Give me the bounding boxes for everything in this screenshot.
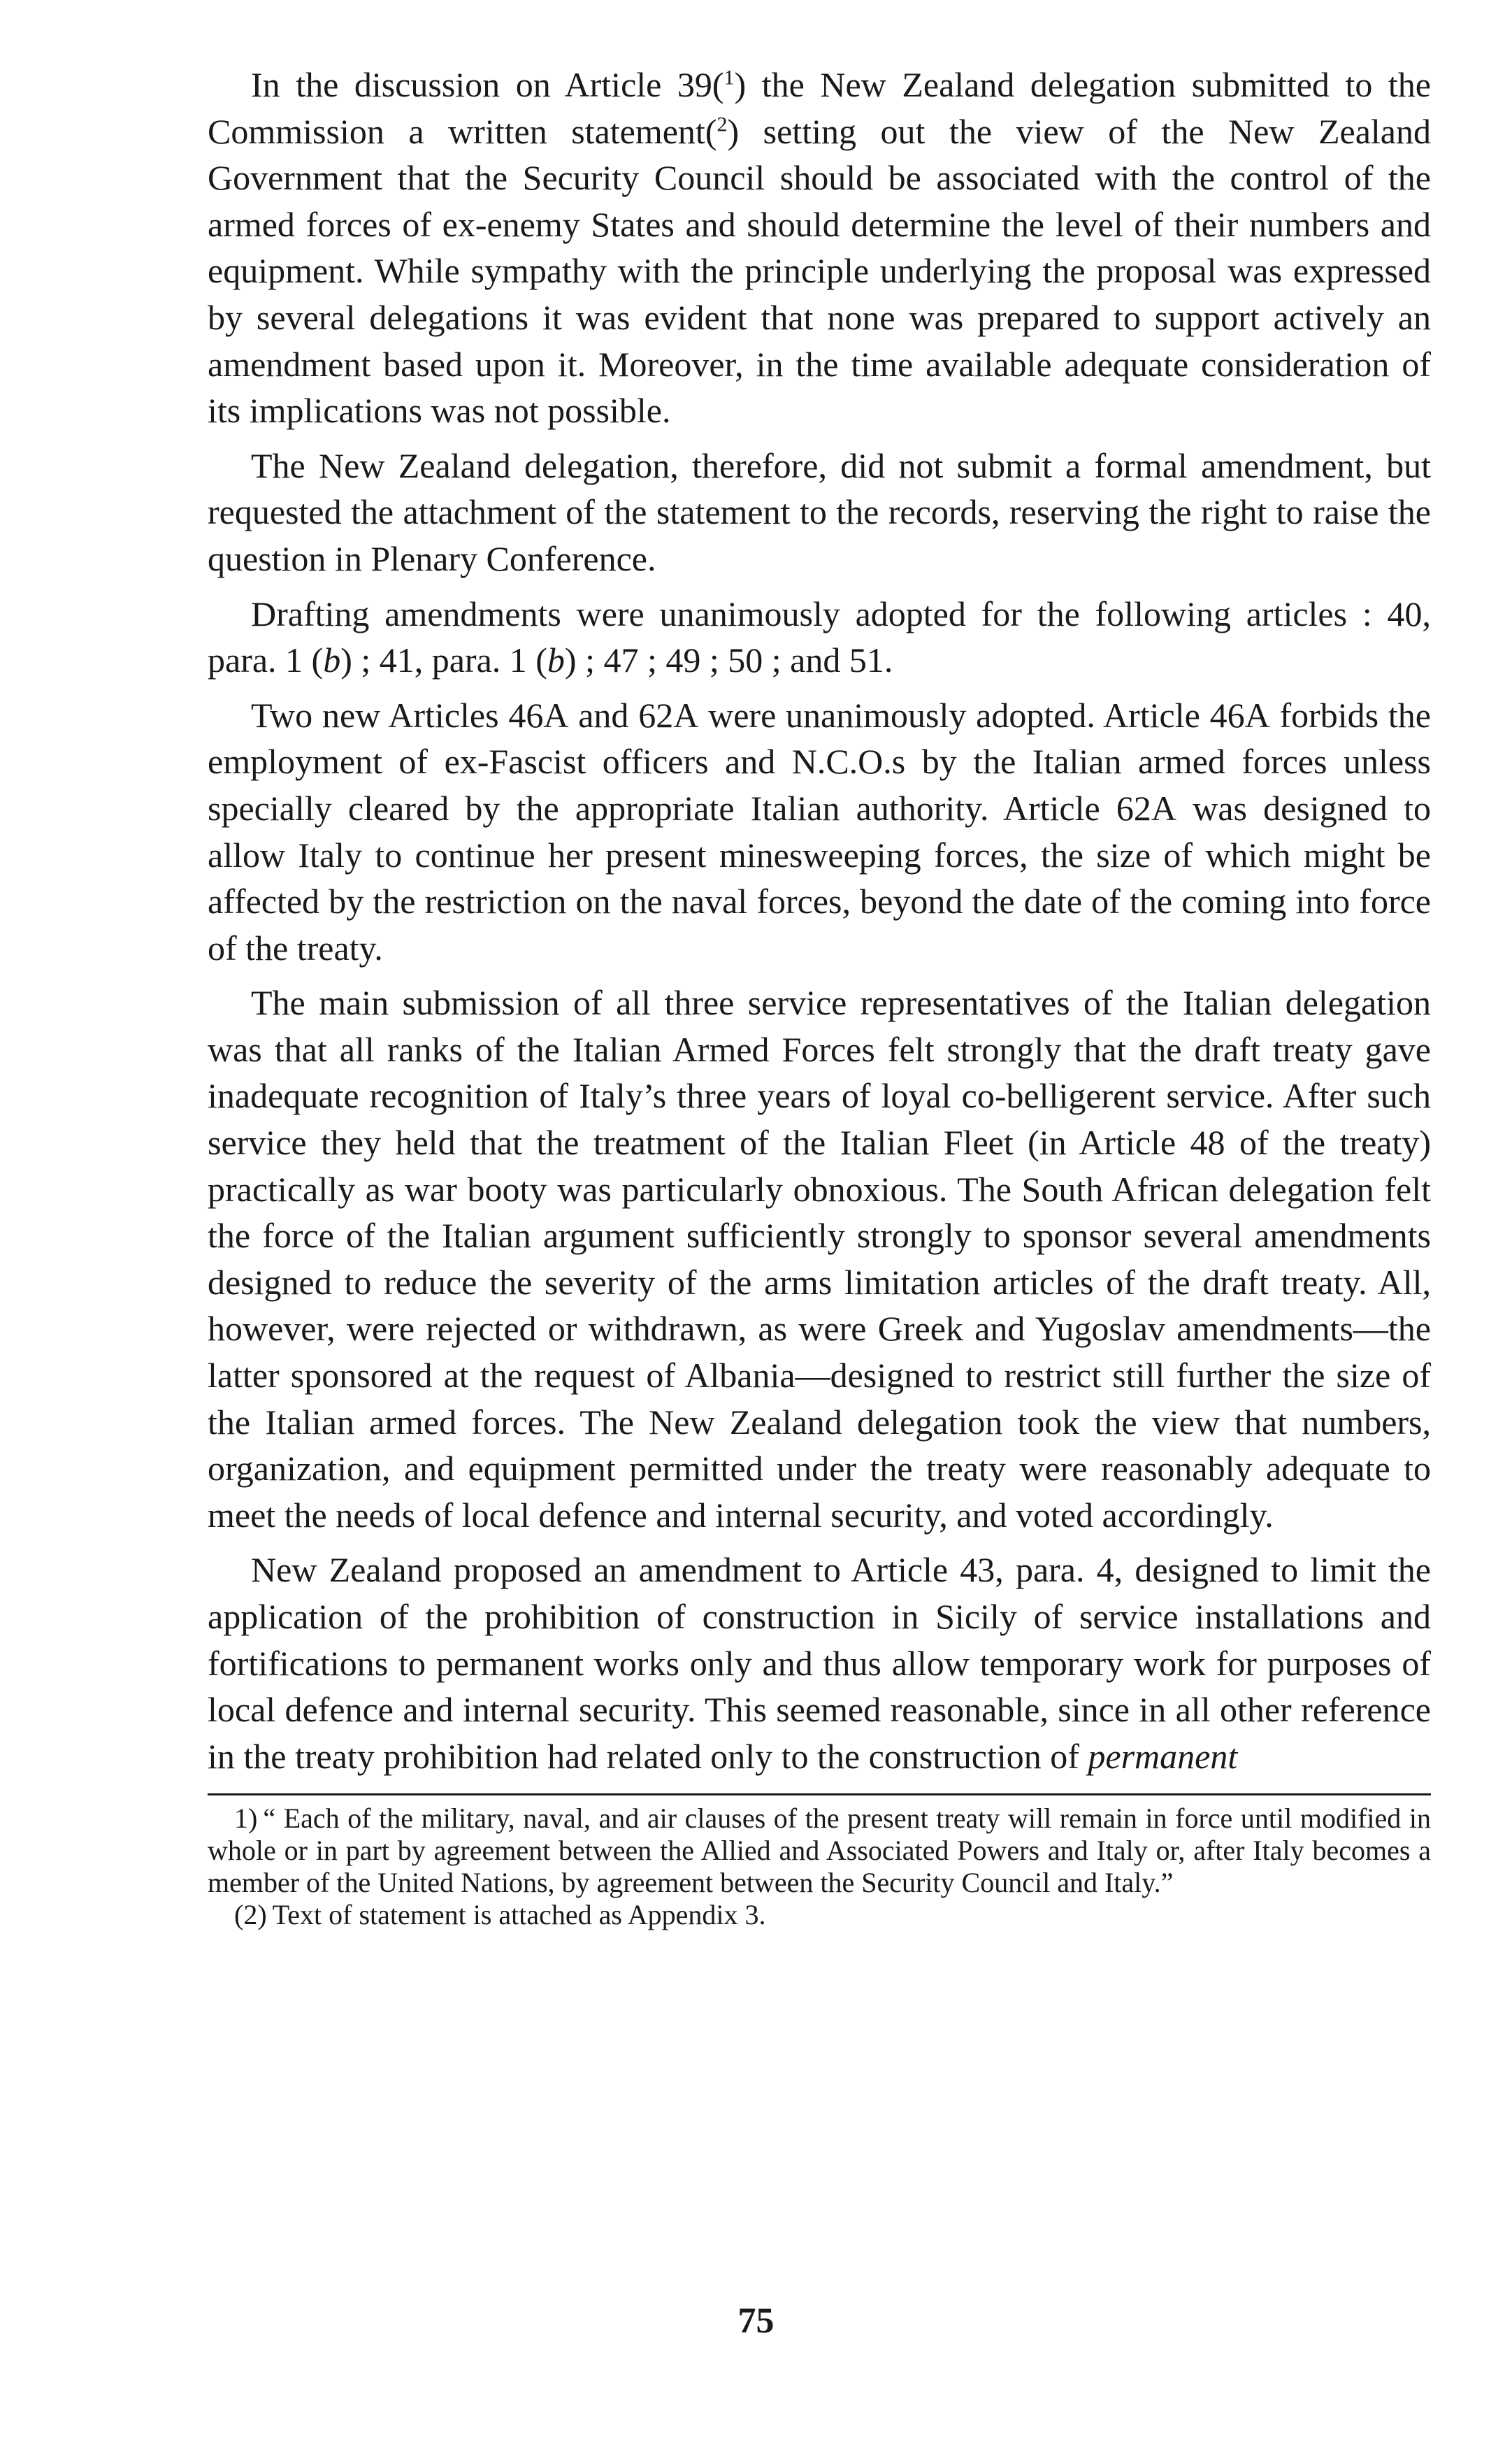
small-caps-run: A [1244, 695, 1270, 735]
italic-run: b [323, 640, 341, 680]
footnote-divider [208, 1793, 1431, 1795]
footnotes [208, 1802, 1431, 1931]
footnote-2 [208, 1899, 1431, 1931]
small-caps-run: A [673, 695, 699, 735]
footnote-text: Text of statement is attached as Appendix 3. [272, 1899, 766, 1931]
small-caps-run: A [543, 695, 569, 735]
footnote-mark: 1) [234, 1802, 258, 1835]
footnote-1 [208, 1802, 1431, 1899]
text-run: ) ; 41, para. 1 ( [340, 640, 547, 680]
text-run: ) the New Zealand delegation submitted to the Commission a written statement( [208, 65, 1431, 151]
small-caps-run: A [1151, 788, 1177, 828]
footnote-ref-1[interactable]: 1 [723, 66, 735, 89]
text-run: and 62 [568, 695, 674, 735]
footnote-mark: (2) [234, 1899, 267, 1931]
italic-run: b [547, 640, 565, 680]
text-run: Drafting amendments were unanimously adopted for the following articles : 40, para. 1 ( [208, 594, 1431, 680]
text-run: ) setting out the view of the New Zealand Government that the Security Council should be associated with the control of the armed forces of ex-enemy States and should determine the level of their numbers and equipment. While sympathy with the principle underlying the proposal was expressed by several delegations it was evident that none was prepared to support actively an amendment based upon it. Moreover, in the time available adequate consideration of its implications was not possible. [208, 111, 1431, 431]
text-run: forbids the employment of ex-Fascist officers and N.C.O.s by the Italian armed forces unless specially cleared by the appropriate Italian authority. Article 62 [208, 695, 1431, 828]
italic-run: permanent [1088, 1736, 1238, 1776]
text-run: In the discussion on Article 39( [251, 65, 724, 104]
text-run: were unanimously adopted. Article 46 [698, 695, 1245, 735]
paragraph-article-39 [208, 62, 1431, 434]
text-run: was designed to allow Italy to continue her present minesweeping forces, the size of which might be affected by the restriction on the naval forces, beyond the date of the coming into force of the treaty. [208, 788, 1431, 968]
page-body [208, 62, 1431, 1931]
paragraph-italian-submission: The main submission of all three service representatives of the Italian delegation was that all ranks of the Italian Armed Forces felt strongly that the draft treaty gave inadequate recognition of Italy’s three years of loyal co-belligerent service. After such service they held that the treatment of the Italian Fleet (in Article 48 of the treaty) practically as war booty was particularly obnoxious. The South African delegation felt the force of the Italian argument sufficiently strongly to sponsor several amendments designed to reduce the severity of the arms limitation articles of the draft treaty. All, however, were rejected or withdrawn, as were Greek and Yugoslav amendments—the latter sponsored at the request of Albania—designed to restrict still further the size of the Italian armed forces. The New Zealand delegation took the view that numbers, organization, and equipment permitted under the treaty were reasonably adequate to meet the needs of local defence and internal security, and voted accordingly. [208, 983, 1431, 1535]
paragraph-drafting-amendments [208, 591, 1431, 684]
page-number: 75 [737, 2301, 775, 2341]
text-run: New Zealand proposed an amendment to Article 43, para. 4, designed to limit the application of the prohibition of construction in Sicily of service installations and fortifications to permanent works only and thus allow temporary work for purposes of local defence and internal security. This seemed reasonable, since in all other reference in the treaty prohibition had related only to the construction of [208, 1550, 1431, 1776]
footnote-ref-2[interactable]: 2 [717, 112, 728, 136]
text-run: ) ; 47 ; 49 ; 50 ; and 51. [564, 640, 893, 680]
text-run: Two new Articles 46 [251, 695, 544, 735]
paragraph-new-articles [208, 692, 1431, 972]
paragraph-no-formal-amendment: The New Zealand delegation, therefore, did not submit a formal amendment, but requested the attachment of the statement to the records, reserving the right to raise the question in Plenary Conference. [208, 445, 1431, 578]
paragraph-article-43-amendment [208, 1547, 1431, 1779]
footnote-text: “ Each of the military, naval, and air clauses of the present treaty will remain in force until modified in whole or in part by agreement between the Allied and Associated Powers and Italy or, after Italy becomes a member of the United Nations, by agreement between the Security Council and Italy.” [208, 1802, 1431, 1899]
